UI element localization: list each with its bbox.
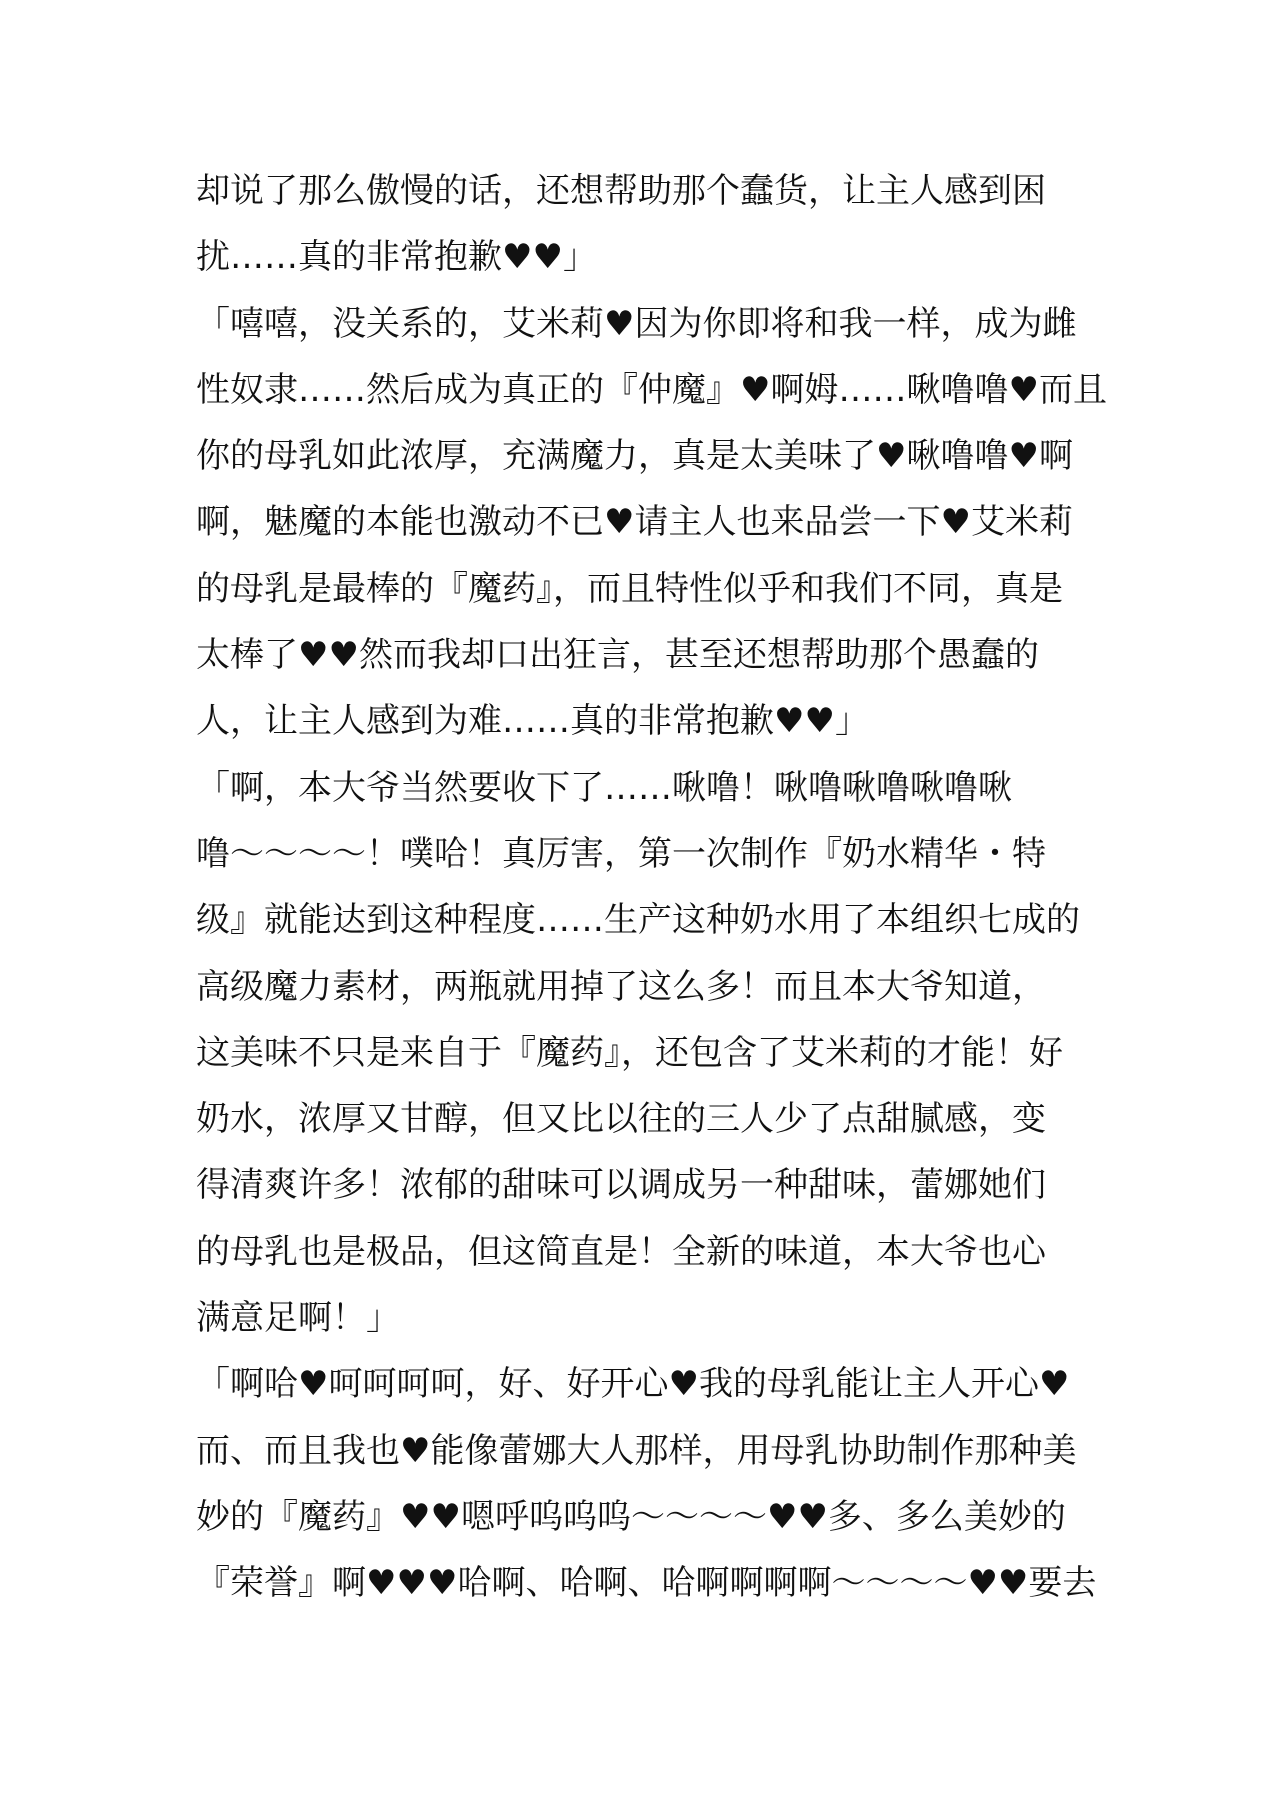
text-line: 你的母乳如此浓厚，充满魔力，真是太美味了♥啾噜噜♥啊 [196,436,1073,477]
text-line: 「嘻嘻，没关系的，艾米莉♥因为你即将和我一样，成为雌 [196,303,1077,344]
text-line: 扰……真的非常抱歉♥♥」 [196,237,597,278]
text-line: 的母乳是最棒的『魔药』，而且特性似乎和我们不同，真是 [196,568,1063,609]
text-line: 『荣誉』啊♥♥♥哈啊、哈啊、哈啊啊啊啊～～～～♥♥要去 [196,1563,1097,1604]
body-text [196,158,1107,1617]
text-line: 而、而且我也♥能像蕾娜大人那样，用母乳协助制作那种美 [196,1430,1077,1471]
text-line: 满意足啊！」 [196,1298,400,1339]
text-line: 却说了那么傲慢的话，还想帮助那个蠢货，让主人感到困 [196,171,1046,211]
text-line: 高级魔力素材，两瓶就用掉了这么多！而且本大爷知道， [196,966,1046,1007]
text-line: 的母乳也是极品，但这简直是！全新的味道，本大爷也心 [196,1231,1046,1272]
text-line: 奶水，浓厚又甘醇，但又比以往的三人少了点甜腻感，变 [196,1099,1046,1140]
text-line: 这美味不只是来自于『魔药』，还包含了艾米莉的才能！好 [196,1032,1063,1073]
text-line: 得清爽许多！浓郁的甜味可以调成另一种甜味，蕾娜她们 [196,1165,1046,1206]
text-line: 太棒了♥♥然而我却口出狂言，甚至还想帮助那个愚蠢的 [196,635,1039,676]
text-line: 噜～～～～！噗哈！真厉害，第一次制作『奶水精华・特 [196,833,1046,874]
text-line: 性奴隶……然后成为真正的『仲魔』♥啊姆……啾噜噜♥而且 [196,369,1107,410]
text-line: 级』就能达到这种程度……生产这种奶水用了本组织七成的 [196,900,1080,941]
text-line: 「啊，本大爷当然要收下了……啾噜！啾噜啾噜啾噜啾 [196,767,1012,808]
text-line: 「啊哈♥呵呵呵呵，好、好开心♥我的母乳能让主人开心♥ [196,1364,1070,1405]
text-line: 啊，魅魔的本能也激动不已♥请主人也来品尝一下♥艾米莉 [196,502,1073,543]
text-line: 妙的『魔药』♥♥嗯呼呜呜呜～～～～♥♥多、多么美妙的 [196,1496,1066,1537]
text-line: 人，让主人感到为难……真的非常抱歉♥♥」 [196,701,869,742]
